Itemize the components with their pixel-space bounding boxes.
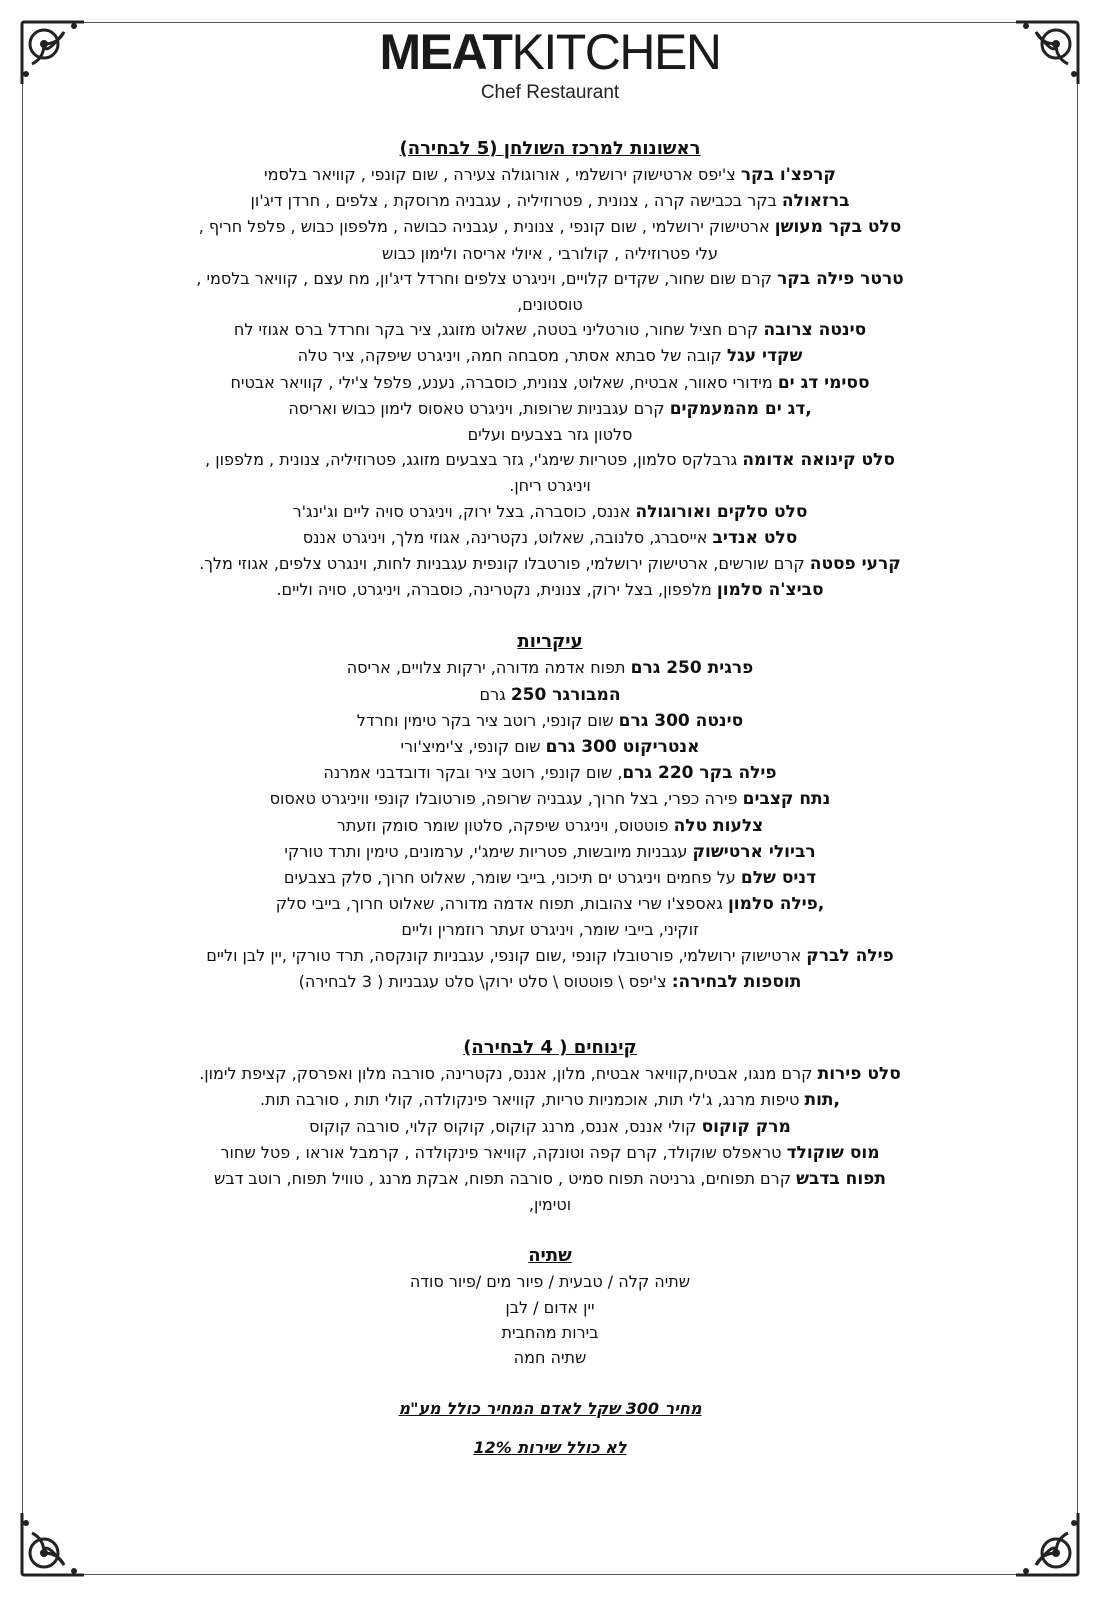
dish-description: עגבניות מיובשות, פטריות שימג'י, ערמונים, טימין ותרד טורקי (284, 841, 693, 861)
dish-description: סלטון גזר בצבעים ועלים (467, 425, 633, 445)
menu-item (110, 786, 990, 812)
drink-item: שתיה קלה / טבעית / פיור מים /פיור סודה (409, 1272, 691, 1292)
menu-item (110, 708, 990, 734)
dish-description: בקר בכבישה קרה , צנונית , פטרוזיליה , עגבניה מרוסקת , צלפים , חרדן דיג'ון (250, 191, 782, 211)
dish-description: גרם (479, 684, 511, 704)
menu-item (110, 577, 990, 603)
dish-name: המבורגר 250 (510, 684, 621, 705)
dish-description: שום קונפי, רוטב ציר בקר טימין וחרדל (356, 710, 619, 730)
bottom-border (80, 1574, 1020, 1575)
dish-name: שקדי עגל (726, 346, 803, 367)
dish-name: סלט פירות (817, 1064, 901, 1085)
menu-item (110, 839, 990, 865)
drinks-title: שתיה (528, 1245, 572, 1267)
menu-item (110, 891, 990, 917)
menu-item (110, 760, 990, 786)
service-note: לא כולל שירות 12% (473, 1438, 627, 1458)
drink-item: יין אדום / לבן (505, 1297, 595, 1317)
menu-item (110, 682, 990, 708)
dish-description: ארטישוק ירושלמי, פורטובלו קונפי ,שום קונפי, עגבניות קונקסה, תרד טורקי ,יין לבן וליים (206, 945, 807, 965)
starters-list (110, 162, 990, 603)
desserts-list (110, 1061, 990, 1217)
dish-description: מידורי סאוור, אבטיח, שאלוט, צנונית, כוסברה, נענע, פלפל צ'ילי , קוויאר אבטיח (230, 372, 778, 392)
menu-item (110, 969, 990, 995)
menu-item (110, 266, 990, 292)
brand-name: MEATKITCHEN (379, 24, 721, 80)
dish-description: אננס, כוסברה, בצל ירוק, ויניגרט סויה ליים וג'ינג'ר (292, 501, 636, 521)
dish-description: ויניגרט ריחן. (509, 476, 591, 496)
dish-name: סלט קינואה אדומה (742, 450, 895, 471)
dish-description: צ'יפס ארטישוק ירושלמי , אורוגולה צעירה , שום קונפי , קוויאר בלסמי (264, 165, 741, 184)
dish-description: קרם תפוחים, גרניטה תפוח סמיט , סורבה תפוח, אבקת מרנג , טוויל תפוח, רוטב דבש (214, 1168, 797, 1188)
menu-item (110, 813, 990, 839)
menu-item (110, 1061, 990, 1087)
dish-name: מוס שוקולד (786, 1142, 880, 1163)
dish-description: גרבלקס סלמון, פטריות שימג'י, גזר בצבעים מזוגג, פטרוזיליה, צנונית , מלפפון , (205, 450, 743, 470)
dish-name: פרגית 250 גרם (630, 658, 754, 679)
menu-item (110, 734, 990, 760)
menu-item (110, 396, 990, 422)
drink-item: שתיה חמה (513, 1347, 587, 1367)
dish-name: סלט סלקים ואורוגולה (635, 501, 808, 522)
price-note: מחיר 300 שקל לאדם המחיר כולל מע"מ (398, 1399, 702, 1419)
dish-name: סלט אנדיב (712, 527, 798, 548)
drink-item: בירות מהחבית (501, 1322, 599, 1342)
dish-name: ברזאולה (781, 191, 850, 212)
menu-item (110, 865, 990, 891)
dish-description: טיפות מרנג, ג'לי תות, אוכמניות טריות, קוויאר פינקולדה, קולי תות , סורבה תות. (259, 1090, 805, 1110)
dish-name: קרפצ'ו בקר (740, 165, 836, 185)
dish-description: ארטישוק ירושלמי , שום קונפי , צנונית , עגבניה כבושה , מלפפון כבוש , פלפל חריף , (198, 217, 775, 237)
brand-logo (0, 24, 1100, 104)
menu-item (110, 1192, 990, 1217)
menu-item (110, 317, 990, 343)
drinks-list (110, 1269, 990, 1370)
dish-name: נתח קצבים (742, 789, 831, 810)
dish-name: פילה בקר 220 גרם (622, 763, 777, 784)
menu-item (110, 551, 990, 577)
dish-description: טוסטונים, (517, 295, 583, 315)
dish-description: זוקיני, בייבי שומר, ויניגרט זעתר רוזמרין וליים (401, 920, 699, 940)
dish-description: קרם מנגו, אבטיח,קוויאר אבטיח, מלון, אננס, נקטרינה, סורבה מלון ואפרסק, קציפת לימון. (199, 1064, 818, 1084)
dish-name: קרעי פסטה (809, 554, 901, 575)
menu-item (110, 422, 990, 447)
corner-ornament-icon (14, 1509, 88, 1583)
dish-description: קרם חציל שחור, טורטליני בטטה, שאלוט מזוגג, ציר בקר וחרדל ברס אגוזי לח (233, 320, 764, 340)
starters-title: ראשונות למרכז השולחן (5 לבחירה) (399, 138, 701, 159)
dish-name: סלט בקר מעושן (774, 217, 902, 238)
dish-description: גאספצ'ו שרי צהובות, תפוח אדמה מדורה, שאלוט חרוך, בייבי סלק (275, 894, 728, 914)
dish-name: ,פילה סלמון (727, 894, 825, 915)
dish-name: סביצ'ה סלמון (716, 580, 824, 601)
dish-description: , שום קונפי, רוטב ציר ובקר ודובדבני אמרנה (323, 763, 623, 783)
dish-name: ,דג ים מהמעמקים (669, 398, 812, 419)
dish-description: קרם שום שחור, שקדים קלויים, ויניגרט צלפים וחרדל דיג'ון, מח עצם , קוויאר בלסמי , (196, 268, 778, 288)
dish-description: וטימין, (528, 1195, 572, 1215)
menu-content (110, 136, 990, 1461)
dish-description: תפוח אדמה מדורה, ירקות צלויים, אריסה (346, 658, 631, 678)
dish-name: תפוח בדבש (796, 1168, 886, 1189)
dish-description: שום קונפי, צ'ימיצ'ורי (400, 737, 546, 757)
dish-name: דניס שלם (740, 868, 817, 889)
brand-subtitle: Chef Restaurant (480, 82, 620, 103)
dish-description: מלפפון, בצל ירוק, צנונית, נקטרינה, כוסברה, ויניגרט, סויה וליים. (276, 580, 717, 600)
menu-item (110, 943, 990, 969)
menu-item (110, 1114, 990, 1140)
dish-name: ססימי דג ים (777, 372, 870, 393)
desserts-title: קינוחים ( 4 לבחירה) (463, 1037, 637, 1059)
menu-item (110, 162, 990, 188)
menu-item (110, 917, 990, 942)
dish-name: תוספות לבחירה: (671, 971, 802, 992)
menu-item (110, 188, 990, 214)
dish-description: טראפלס שוקולד, קרם קפה וטונקה, קוויאר פינקולדה , קרמבל אוראו , פטל שחור (220, 1142, 787, 1162)
menu-item (110, 473, 990, 498)
dish-description: עלי פטרוזיליה , קולורבי , איולי אריסה ולימון כבוש (381, 243, 719, 263)
dish-name: טרטר פילה בקר (777, 268, 904, 289)
dish-name: ,תות (804, 1090, 841, 1111)
right-border (1077, 80, 1078, 1517)
menu-item (110, 214, 990, 240)
dish-description: על פחמים ויניגרט ים תיכוני, בייבי שומר, שאלוט חרוך, סלק בצבעים (283, 868, 741, 888)
dish-description: קולי אננס, אננס, מרנג קוקוס, קוקוס קלוי, סורבה קוקוס (309, 1116, 702, 1136)
menu-item (110, 525, 990, 551)
corner-ornament-icon (1012, 1509, 1086, 1583)
dish-name: רביולי ארטישוק (692, 841, 816, 862)
dish-description: אייסברג, סלנובה, שאלוט, נקטרינה, אגוזי מלך, ויניגרט אננס (302, 527, 713, 547)
menu-item (110, 499, 990, 525)
left-border (22, 80, 23, 1517)
dish-description: צ'יפס \ פוטטוס \ סלט ירוק\ סלט עגבניות ( 3 לבחירה) (298, 971, 672, 991)
menu-item (110, 241, 990, 266)
menu-item (110, 370, 990, 396)
dish-description: קרם עגבניות שרופות, ויניגרט טאסוס לימון כבוש ואריסה (288, 398, 670, 418)
menu-item (110, 343, 990, 369)
dish-description: פוטטוס, ויניגרט שיפקה, סלטון שומר סומק וזעתר (336, 815, 674, 835)
menu-item (110, 655, 990, 681)
dish-description: קובה של סבתא אסתר, מסבחה חמה, ויניגרט שיפקה, ציר טלה (297, 346, 727, 366)
mains-list (110, 655, 990, 995)
dish-name: סינטה צרובה (763, 320, 867, 341)
dish-name: אנטריקוט 300 גרם (545, 737, 700, 758)
dish-name: מרק קוקוס (701, 1116, 791, 1137)
menu-item (110, 1140, 990, 1166)
menu-item (110, 447, 990, 473)
dish-name: סינטה 300 גרם (618, 710, 744, 731)
mains-title: עיקריות (517, 631, 583, 653)
menu-item (110, 292, 990, 317)
dish-description: פירה כפרי, בצל חרוך, עגבניה שרופה, פורטובלו קונפי וויניגרט טאסוס (269, 789, 743, 809)
top-border (80, 22, 1020, 23)
menu-item (110, 1166, 990, 1192)
dish-name: פילה לברק (806, 945, 894, 966)
dish-description: קרם שורשים, ארטישוק ירושלמי, פורטבלו קונפית עגבניות לחות, וינגרט צלפים, אגוזי מלך. (199, 554, 810, 574)
menu-item (110, 1087, 990, 1113)
dish-name: צלעות טלה (673, 815, 764, 836)
